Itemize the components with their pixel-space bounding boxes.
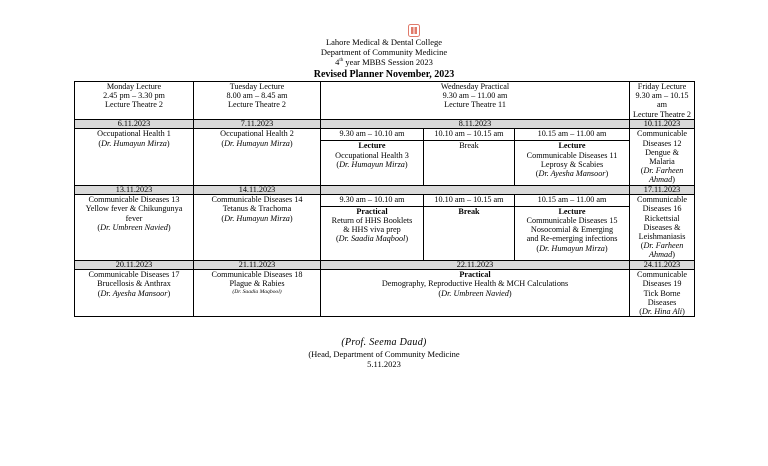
slot-row	[75, 129, 695, 141]
session-cell: Communicable Diseases 16 Rickettsial Diseases & Leishmaniasis (Dr. Farheen Ahmad)	[630, 195, 695, 260]
time-slot: 10.10 am – 10.15 am	[424, 195, 515, 207]
date-cell: 10.11.2023	[630, 119, 695, 129]
header-wednesday: Wednesday Practical 9.30 am – 11.00 am Lecture Theatre 11	[321, 82, 630, 120]
time-slot: 9.30 am – 10.10 am	[321, 195, 424, 207]
signature-date: 5.11.2023	[367, 359, 401, 369]
time-slot: 9.30 am – 10.10 am	[321, 129, 424, 141]
header-tuesday: Tuesday Lecture 8.00 am – 8.45 am Lecture Theatre 2	[194, 82, 321, 120]
session-cell: Lecture Communicable Diseases 15 Nosocomial & Emerging and Re-emerging infections (Dr. Humayun Mirza)	[515, 206, 630, 260]
date-cell: 6.11.2023	[75, 119, 194, 129]
session-cell: Communicable Diseases 17 Brucellosis & Anthrax (Dr. Ayesha Mansoor)	[75, 270, 194, 317]
session-cell: Communicable Diseases 12 Dengue & Malaria (Dr. Farheen Ahmad)	[630, 129, 695, 185]
date-cell: 17.11.2023	[630, 185, 695, 195]
session-cell: Communicable Diseases 18 Plague & Rabies (Dr. Saadia Maqbool)	[194, 270, 321, 317]
planner-title: Revised Planner November, 2023	[313, 69, 455, 80]
session-cell: Communicable Diseases 14 Tetanus & Trachoma (Dr. Humayun Mirza)	[194, 195, 321, 260]
date-cell: 22.11.2023	[321, 260, 630, 270]
college-name: Lahore Medical & Dental College	[325, 37, 443, 47]
planner-table	[74, 81, 695, 317]
date-row	[75, 260, 695, 270]
date-row	[75, 119, 695, 129]
time-slot: 10.15 am – 11.00 am	[515, 129, 630, 141]
break-cell: Break	[424, 141, 515, 185]
session-cell: Lecture Communicable Diseases 11 Leprosy & Scabies (Dr. Ayesha Mansoor)	[515, 141, 630, 185]
signatory-position: (Head, Department of Community Medicine	[308, 349, 460, 359]
session-cell: Practical Demography, Reproductive Health & MCH Calculations (Dr. Umbreen Navied)	[321, 270, 630, 317]
date-cell: 20.11.2023	[75, 260, 194, 270]
slot-row	[75, 195, 695, 207]
time-slot: 10.10 am – 10.15 am	[424, 129, 515, 141]
date-cell: 24.11.2023	[630, 260, 695, 270]
date-cell: 13.11.2023	[75, 185, 194, 195]
column-header-row	[75, 82, 695, 120]
date-row	[75, 185, 695, 195]
session-line: 4th year MBBS Session 2023	[335, 57, 433, 67]
header-monday: Monday Lecture 2.45 pm – 3.30 pm Lecture Theatre 2	[75, 82, 194, 120]
session-cell: Communicable Diseases 13 Yellow fever & Chikungunya fever (Dr. Umbreen Navied)	[75, 195, 194, 260]
time-slot: 10.15 am – 11.00 am	[515, 195, 630, 207]
date-cell: 21.11.2023	[194, 260, 321, 270]
session-cell: Lecture Occupational Health 3 (Dr. Humayun Mirza)	[321, 141, 424, 185]
session-cell: Practical Return of HHS Booklets & HHS viva prep (Dr. Saadia Maqbool)	[321, 206, 424, 260]
header-friday: Friday Lecture 9.30 am – 10.15 am Lecture Theatre 2	[630, 82, 695, 120]
department-name: Department of Community Medicine	[320, 47, 448, 57]
date-cell: 8.11.2023	[321, 119, 630, 129]
date-cell: 14.11.2023	[194, 185, 321, 195]
date-cell	[321, 185, 630, 195]
session-cell: Occupational Health 2 (Dr. Humayun Mirza)	[194, 129, 321, 185]
session-cell: Occupational Health 1 (Dr. Humayun Mirza)	[75, 129, 194, 185]
signatory-name: (Prof. Seema Daud)	[341, 337, 427, 348]
session-cell: Communicable Diseases 19 Tick Borne Diseases (Dr. Hina Ali)	[630, 270, 695, 317]
session-row	[75, 270, 695, 317]
college-logo-icon	[408, 24, 420, 37]
date-cell: 7.11.2023	[194, 119, 321, 129]
break-cell: Break	[424, 206, 515, 260]
